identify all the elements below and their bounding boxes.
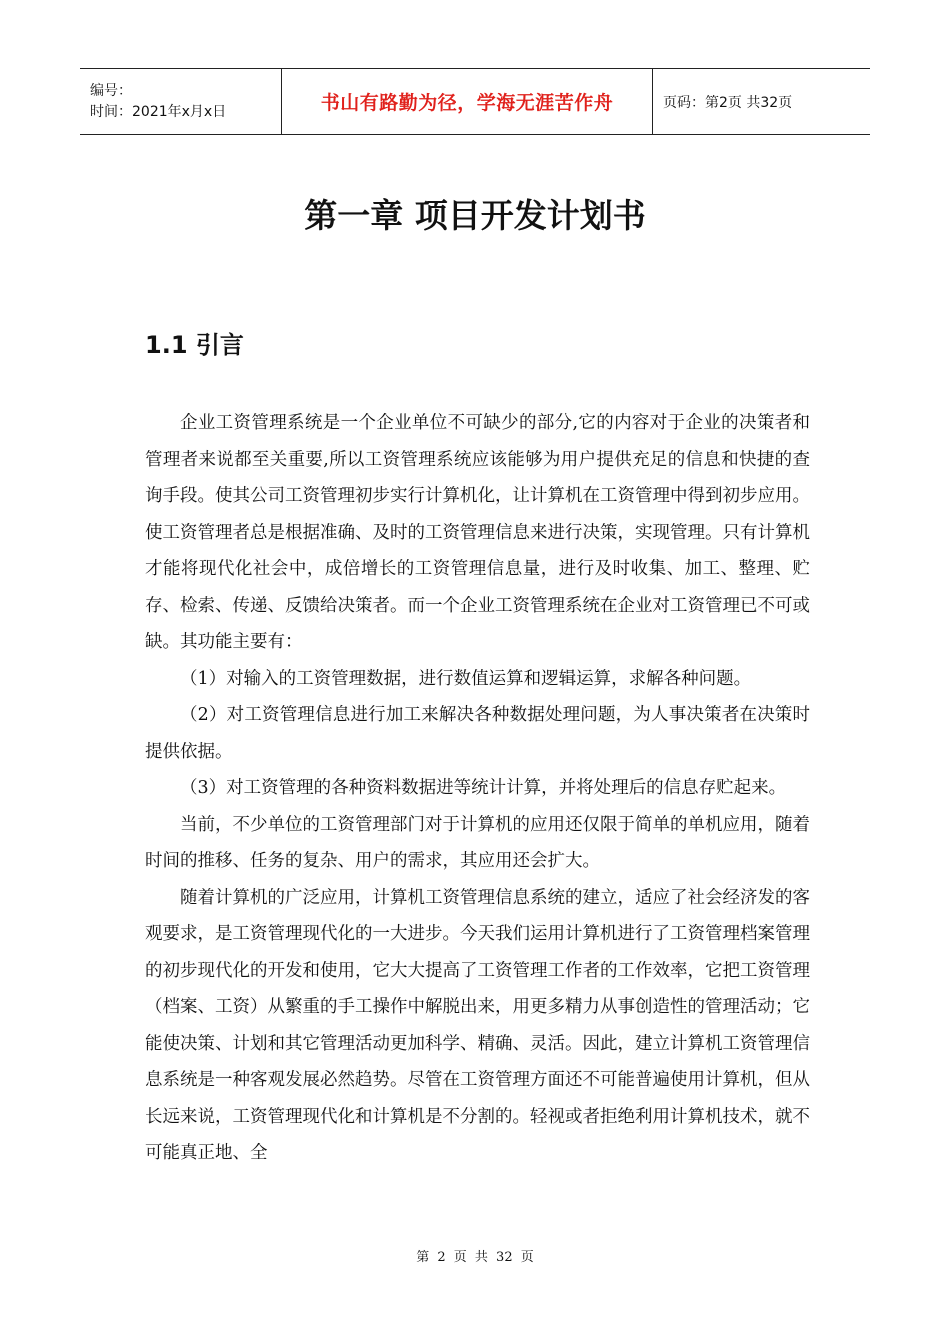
header-motto-cell bbox=[282, 69, 653, 134]
paragraph: （3）对工资管理的各种资料数据进等统计计算，并将处理后的信息存贮起来。 bbox=[180, 778, 787, 798]
section-title: 1.1 引言 bbox=[145, 331, 244, 359]
paragraph: （2）对工资管理信息进行加工来解决各种数据处理问题，为人事决策者在决策时提供依据。 bbox=[145, 705, 810, 762]
page-footer: 第 2 页 共 32 页 bbox=[416, 1250, 534, 1265]
header-motto: 书山有路勤为径，学海无涯苦作舟 bbox=[320, 92, 614, 114]
paragraph: 随着计算机的广泛应用，计算机工资管理信息系统的建立，适应了社会经济发的客观要求，是工资管理现代化的一大进步。今天我们运用计算机进行了工资管理档案管理的初步现代化的开发和使用，它大大提高了工资管理工作者的工作效率，它把工资管理（档案、工资）从繁重的手工操作中解脱出来，用更多精力从事创造性的管理活动；它能使决策、计划和其它管理活动更加科学、精确、灵活。因此，建立计算机工资管理信息系统是一种客观发展必然趋势。尽管在工资管理方面还不可能普遍使用计算机，但从长远来说，工资管理现代化和计算机是不分割的。轻视或者拒绝利用计算机技术，就不可能真正地、全 bbox=[145, 887, 810, 1163]
body-text bbox=[145, 405, 810, 1172]
paragraph: 企业工资管理系统是一个企业单位不可缺少的部分,它的内容对于企业的决策者和管理者来说都至关重要,所以工资管理系统应该能够为用户提供充足的信息和快捷的查询手段。使其公司工资管理初步实行计算机化，让计算机在工资管理中得到初步应用。使工资管理者总是根据准确、及时的工资管理信息来进行决策，实现管理。只有计算机才能将现代化社会中，成倍增长的工资管理信息量，进行及时收集、加工、整理、贮存、检索、传递、反馈给决策者。而一个企业工资管理系统在企业对工资管理已不可或缺。其功能主要有： bbox=[145, 413, 810, 652]
document-number-label: 编号： bbox=[90, 82, 132, 99]
header-page-info: 页码：第2页 共32页 bbox=[663, 94, 793, 111]
document-time-label: 时间：2021年x月x日 bbox=[90, 103, 227, 120]
paragraph: （1）对输入的工资管理数据，进行数值运算和逻辑运算，求解各种问题。 bbox=[180, 668, 752, 689]
header-meta bbox=[80, 69, 282, 134]
header-page-info-cell bbox=[653, 69, 870, 134]
paragraph: 当前，不少单位的工资管理部门对于计算机的应用还仅限于简单的单机应用，随着时间的推移、任务的复杂、用户的需求，其应用还会扩大。 bbox=[145, 814, 810, 871]
chapter-title: 第一章 项目开发计划书 bbox=[304, 196, 646, 235]
page-header bbox=[80, 68, 870, 135]
